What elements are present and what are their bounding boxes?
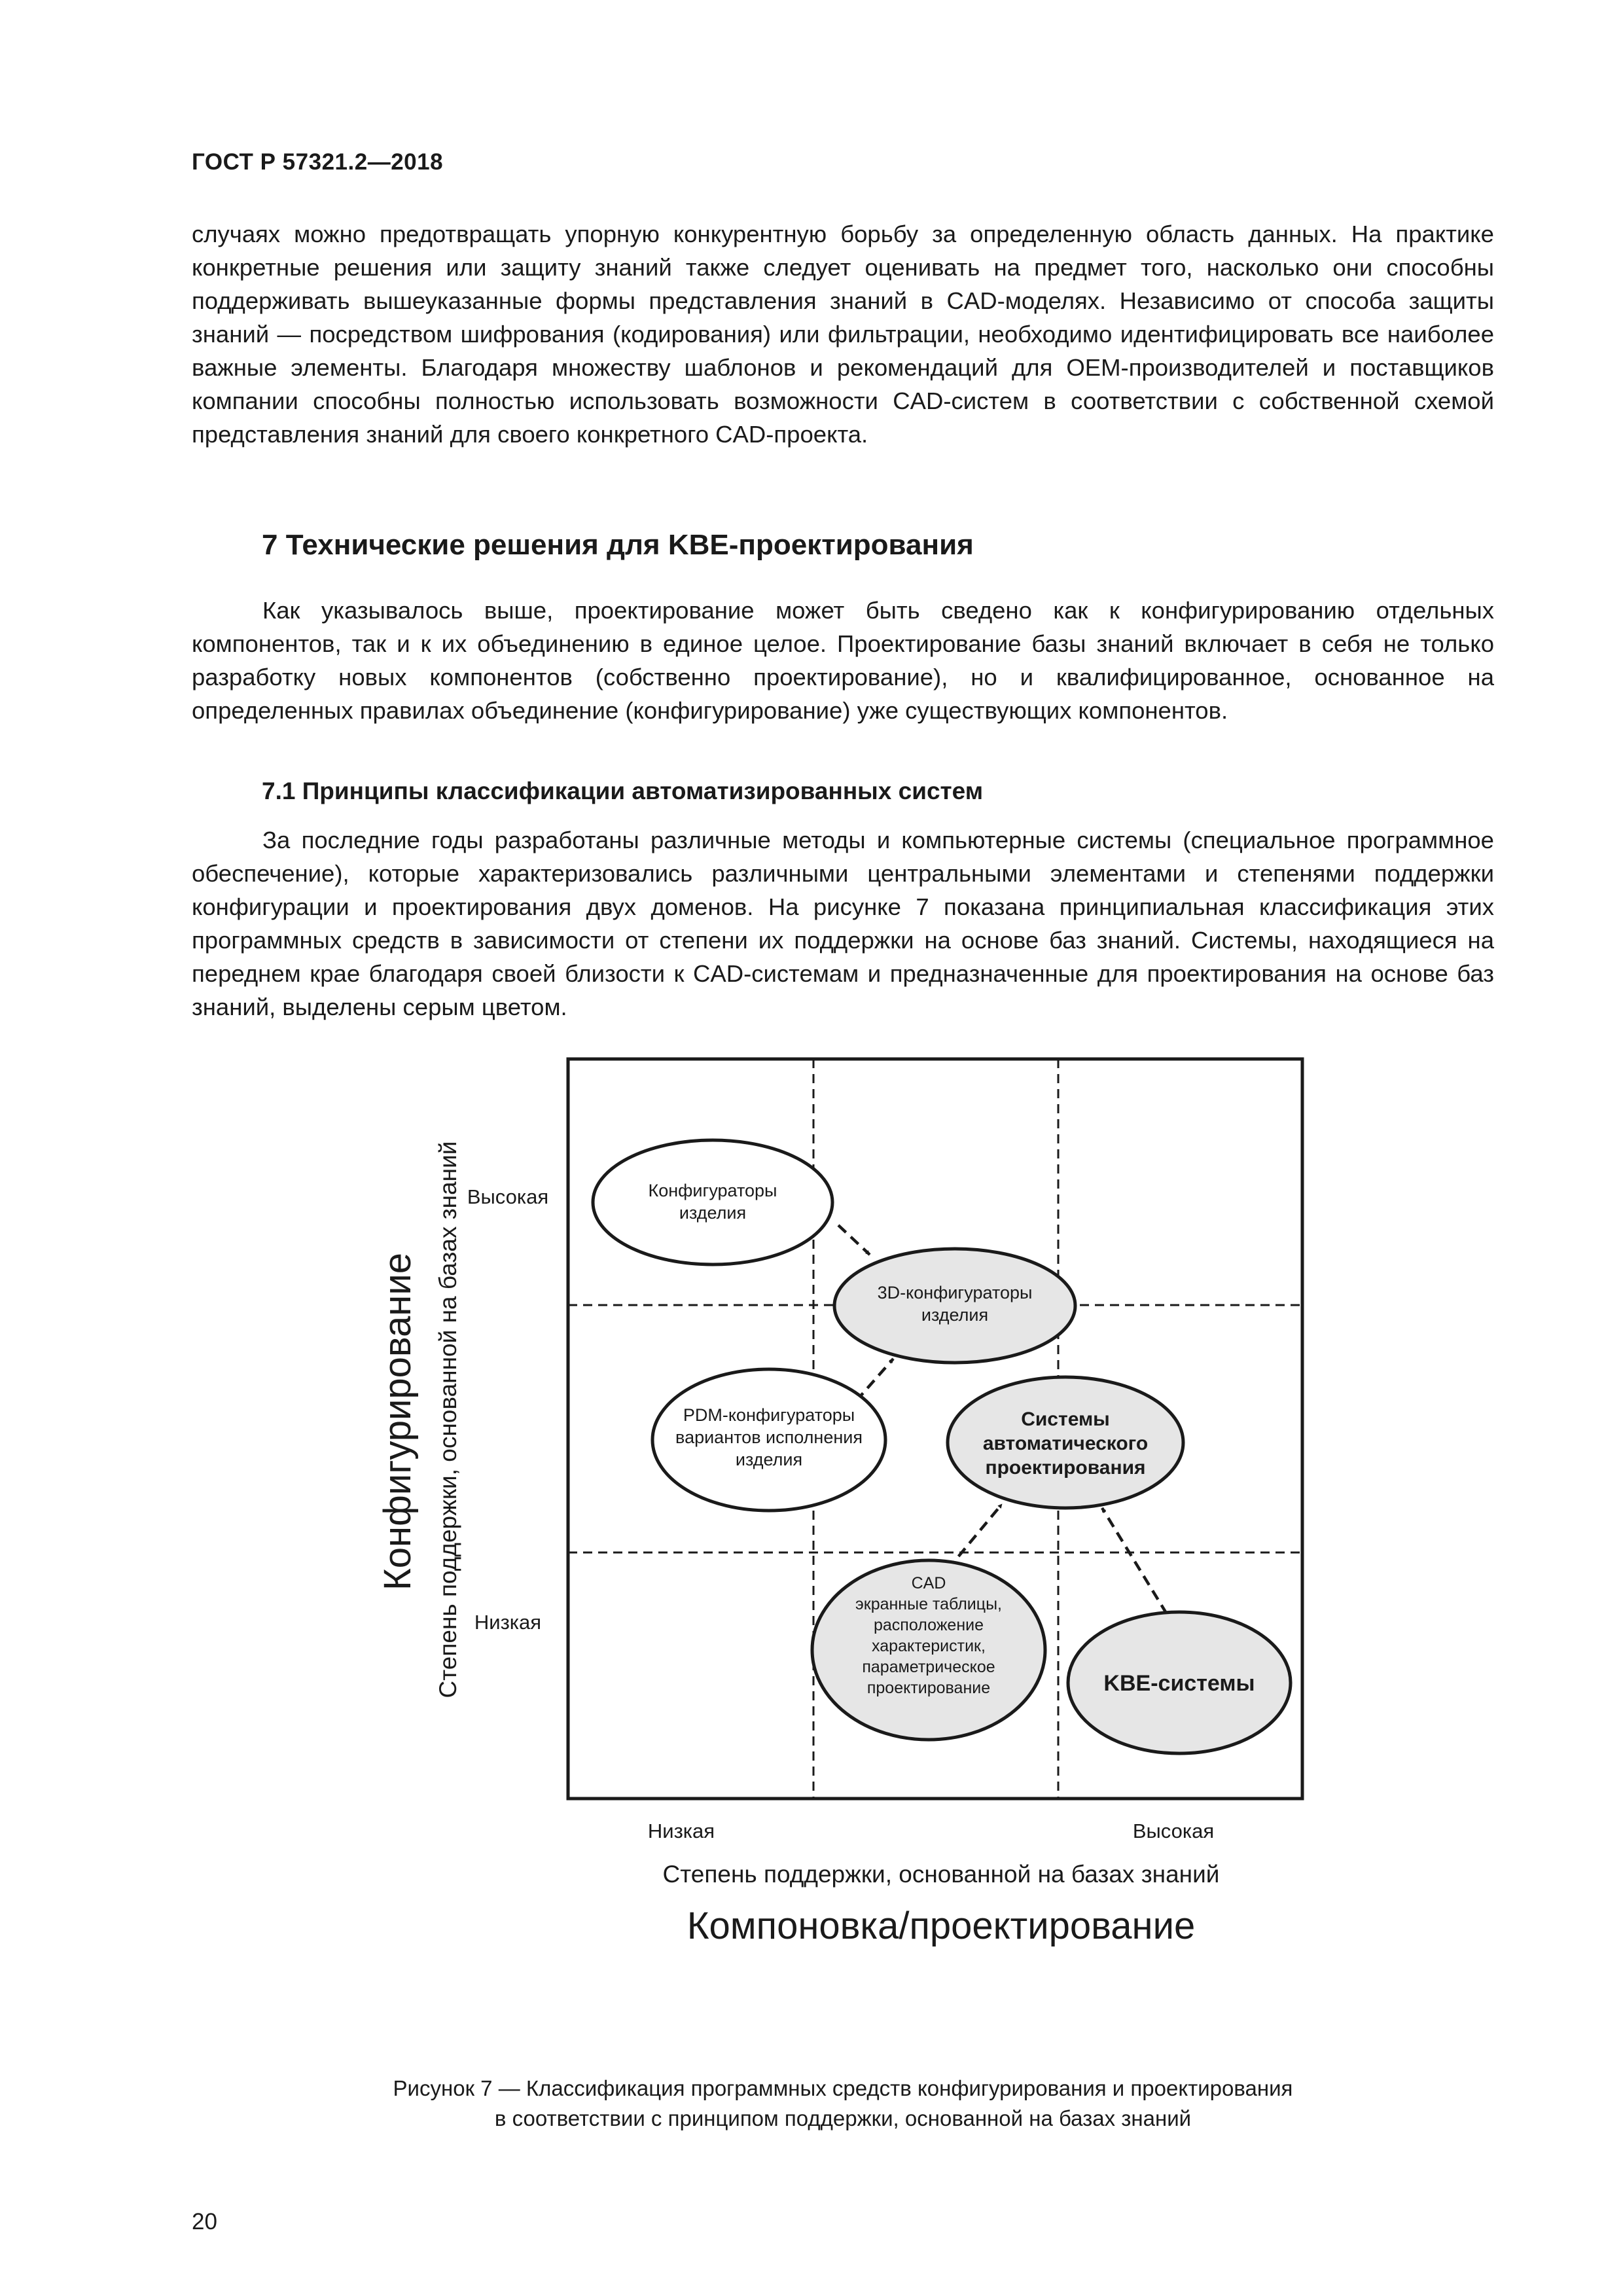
node-label-line: расположение xyxy=(874,1616,984,1634)
section-title: 7 Технические решения для KBE-проектирования xyxy=(262,529,974,561)
y-axis-subtitle: Степень поддержки, основанной на базах знаний xyxy=(435,1141,461,1698)
node-label-line: PDM-конфигураторы xyxy=(683,1405,855,1425)
node-label-line: Системы xyxy=(1021,1408,1110,1430)
x-axis-title: Компоновка/проектирование xyxy=(687,1905,1196,1947)
x-axis-subtitle: Степень поддержки, основанной на базах знаний xyxy=(662,1861,1220,1888)
node-pdm-configurators xyxy=(652,1369,885,1511)
subsection-paragraph: За последние годы разработаны различные методы и компьютерные системы (специальное программное обеспечение), которые характеризовались различными центральными элементами и степенями поддержки конфигурации и проектирования двух доменов. На рисунке 7 показана принципиальная классификация этих программных средств в зависимости от степени их поддержки на основе баз знаний. Системы, находящиеся на переднем крае благодаря своей близости к CAD-системам и предназначенные для проектирования на основе баз знаний, выделены серым цветом. xyxy=(192,827,1494,1020)
section-paragraph: Как указывалось выше, проектирование может быть сведено как к конфигурированию отдельных компонентов, так и к их объединению в единое целое. Проектирование базы знаний включает в себя не только разработку новых компонентов (собственно проектирование), но и квалифицированное, основанное на определенных правилах объединение (конфигурирование) уже существующих компонентов. xyxy=(192,597,1494,724)
arrow-configurators-to-3d xyxy=(838,1225,870,1255)
y-axis-title: Конфигурирование xyxy=(376,1253,419,1590)
node-3d-configurators xyxy=(834,1249,1075,1363)
document-header: ГОСТ Р 57321.2—2018 xyxy=(192,149,444,175)
node-label-line: изделия xyxy=(679,1203,747,1223)
arrow-cad-to-auto xyxy=(948,1504,1002,1570)
intro-paragraph: случаях можно предотвращать упорную конкурентную борьбу за определенную область данных. На практике конкретные решения или защиту знаний также следует оценивать на предмет того, насколько они способны поддерживать вышеуказанные формы представления знаний в CAD-моделях. Независимо от способа защиты знаний — посредством шифрования (кодирования) или фильтрации, необходимо идентифицировать все наиболее важные элементы. Благодаря множеству шаблонов и рекомендаций для OEM-производителей и поставщиков компании способны полностью использовать возможности CAD-систем в соответствии с собственной схемой представления знаний для своего конкретного CAD-проекта. xyxy=(192,221,1494,448)
page-number: 20 xyxy=(192,2209,217,2234)
node-label-line: 3D-конфигураторы xyxy=(877,1283,1033,1302)
node-label-line: CAD xyxy=(911,1574,946,1592)
caption-line-1: Рисунок 7 — Классификация программных средств конфигурирования и проектирования xyxy=(393,2076,1293,2100)
subsection-title: 7.1 Принципы классификации автоматизированных систем xyxy=(262,778,984,804)
node-label-line: изделия xyxy=(921,1305,989,1325)
x-high-label: Высокая xyxy=(1132,1820,1215,1842)
node-label-line: параметрическое xyxy=(862,1658,995,1676)
node-label-line: KBE-системы xyxy=(1103,1671,1255,1696)
y-high-label: Высокая xyxy=(467,1185,549,1208)
node-label-line: Конфигураторы xyxy=(648,1181,777,1200)
node-label-line: автоматического xyxy=(982,1433,1149,1454)
node-label-line: характеристик, xyxy=(872,1637,986,1655)
node-auto-design-systems xyxy=(948,1377,1183,1508)
node-label-line: экранные таблицы, xyxy=(855,1595,1002,1613)
y-low-label: Низкая xyxy=(474,1611,542,1634)
caption-line-2: в соответствии с принципом поддержки, основанной на базах знаний xyxy=(494,2106,1192,2130)
x-low-label: Низкая xyxy=(647,1820,715,1842)
node-label-line: проектирование xyxy=(866,1679,991,1697)
figure-caption xyxy=(192,2073,1494,2134)
node-label-line: изделия xyxy=(735,1450,803,1469)
node-label-line: проектирования xyxy=(985,1457,1146,1479)
arrow-kbe-to-auto xyxy=(1102,1508,1167,1614)
node-product-configurators xyxy=(593,1140,832,1265)
node-cad xyxy=(812,1560,1045,1740)
node-kbe-systems xyxy=(1068,1612,1291,1753)
node-label-line: вариантов исполнения xyxy=(675,1427,863,1447)
